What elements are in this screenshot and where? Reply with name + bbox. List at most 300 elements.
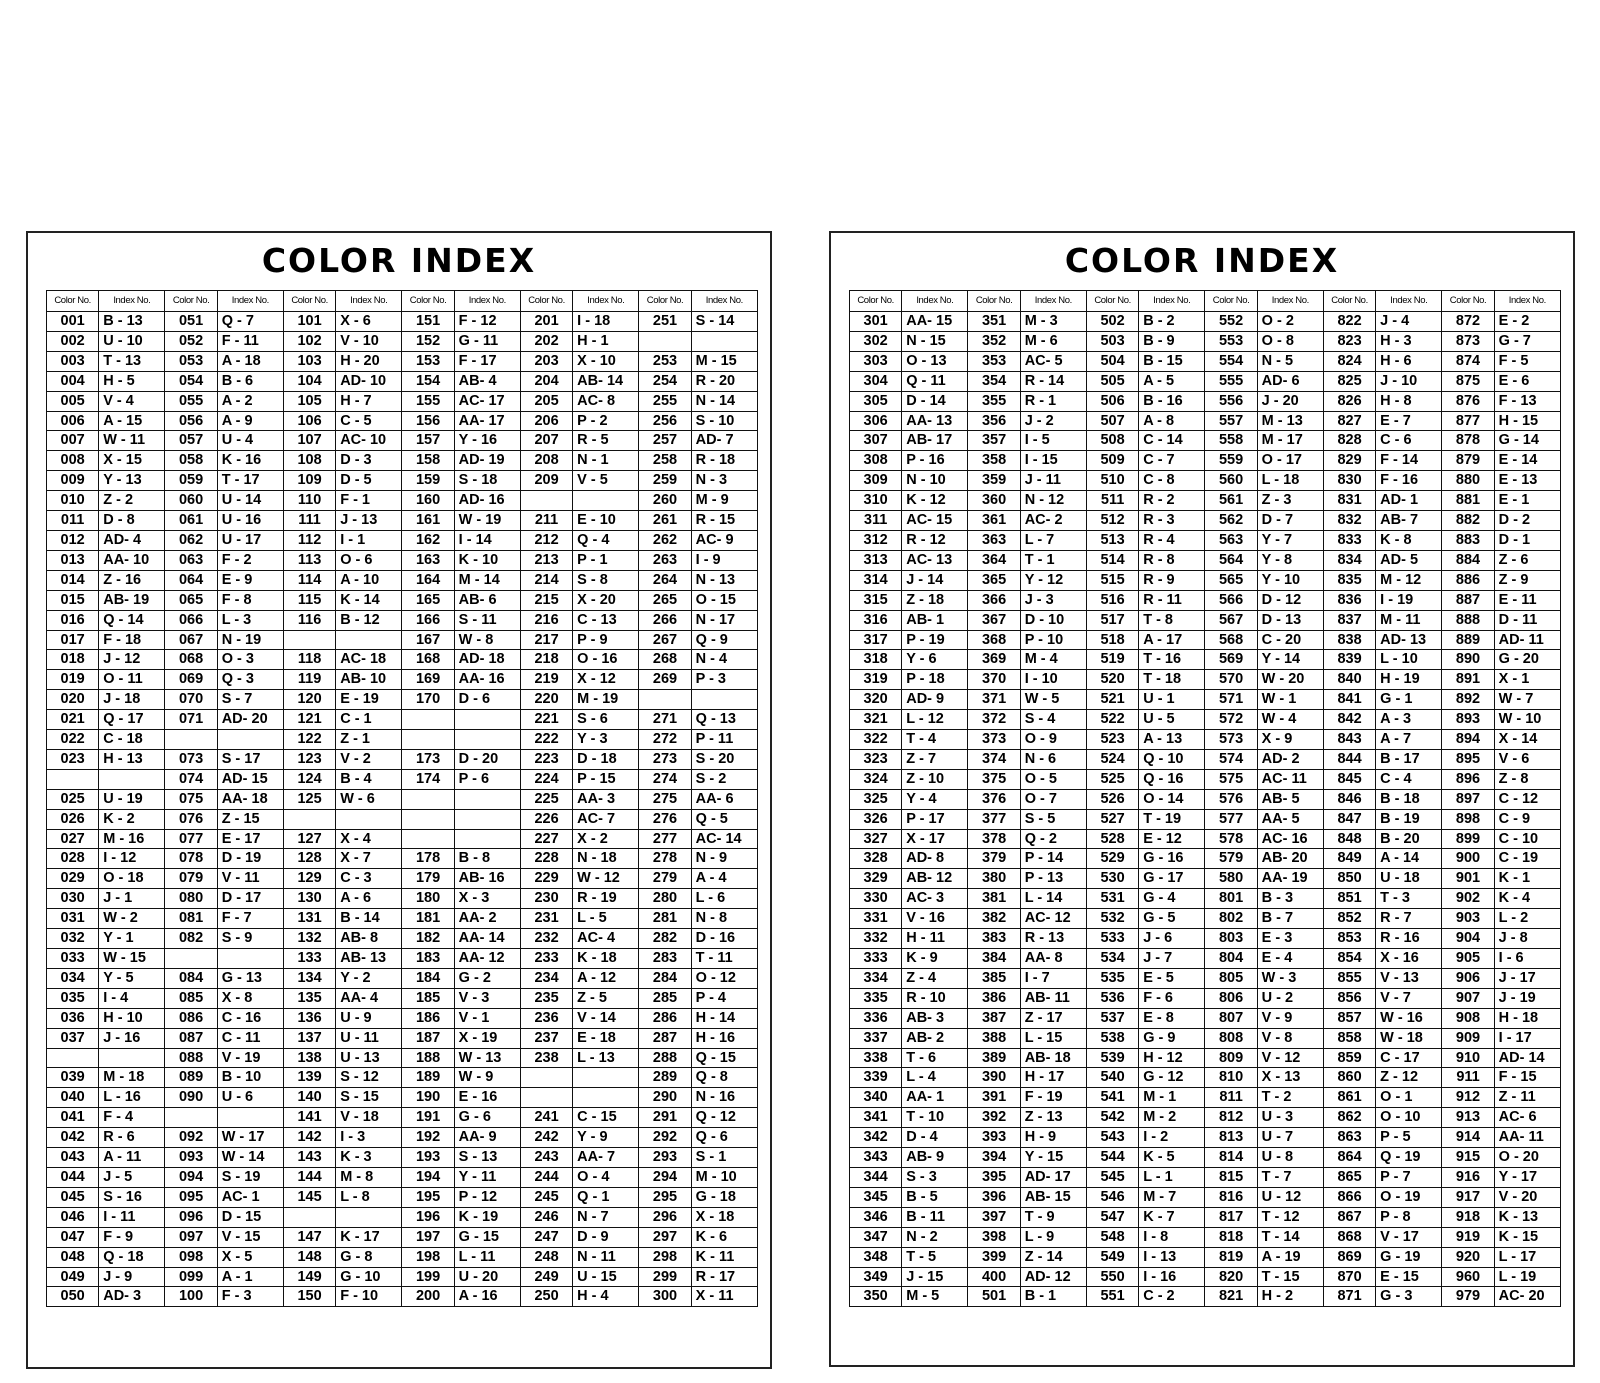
- color-no-cell: 230: [520, 889, 572, 909]
- color-no-cell: 563: [1205, 530, 1257, 550]
- index-no-cell: L - 16: [99, 1088, 165, 1108]
- index-no-cell: B - 2: [1139, 312, 1205, 332]
- index-no-cell: H - 3: [1376, 331, 1442, 351]
- index-no-cell: I - 1: [336, 530, 402, 550]
- color-no-cell: 142: [283, 1128, 335, 1148]
- color-no-cell: 894: [1442, 730, 1494, 750]
- index-no-cell: AD- 8: [902, 849, 968, 869]
- color-no-cell: 055: [165, 391, 217, 411]
- color-no-cell: 023: [47, 749, 99, 769]
- index-no-cell: W - 7: [1494, 690, 1560, 710]
- index-no-cell: AD- 16: [454, 491, 520, 511]
- color-no-cell: 105: [283, 391, 335, 411]
- index-no-cell: E - 12: [1139, 829, 1205, 849]
- index-no-cell: J - 3: [1020, 590, 1086, 610]
- color-no-cell: 269: [639, 670, 691, 690]
- color-no-cell: 829: [1323, 451, 1375, 471]
- index-no-cell: Y - 4: [902, 789, 968, 809]
- index-no-cell: Z - 18: [902, 590, 968, 610]
- index-no-cell: Z - 5: [573, 988, 639, 1008]
- color-no-cell: 011: [47, 511, 99, 531]
- color-no-cell: 294: [639, 1167, 691, 1187]
- table-row: [850, 610, 1561, 630]
- table-row: [47, 1028, 758, 1048]
- index-no-cell: O - 3: [217, 650, 283, 670]
- color-no-cell: 383: [968, 929, 1020, 949]
- color-no-cell: 393: [968, 1128, 1020, 1148]
- color-no-cell: 535: [1086, 968, 1138, 988]
- index-no-cell: P - 10: [1020, 630, 1086, 650]
- index-no-cell: G - 1: [1376, 690, 1442, 710]
- index-no-cell: [691, 331, 757, 351]
- table-row: [47, 431, 758, 451]
- color-no-cell: 184: [402, 968, 454, 988]
- index-no-cell: A - 14: [1376, 849, 1442, 869]
- index-no-cell: T - 4: [902, 730, 968, 750]
- color-no-cell: 234: [520, 968, 572, 988]
- color-no-cell: 014: [47, 570, 99, 590]
- color-no-cell: 244: [520, 1167, 572, 1187]
- index-no-cell: Q - 7: [217, 312, 283, 332]
- color-no-cell: 155: [402, 391, 454, 411]
- index-no-cell: W - 12: [573, 869, 639, 889]
- index-no-cell: T - 16: [1139, 650, 1205, 670]
- index-no-cell: A - 15: [99, 411, 165, 431]
- index-no-cell: P - 4: [691, 988, 757, 1008]
- color-no-cell: 036: [47, 1008, 99, 1028]
- color-no-cell: 292: [639, 1128, 691, 1148]
- color-no-cell: 909: [1442, 1028, 1494, 1048]
- color-no-cell: 123: [283, 749, 335, 769]
- color-no-cell: 136: [283, 1008, 335, 1028]
- color-no-cell: 069: [165, 670, 217, 690]
- color-no-cell: 331: [850, 909, 902, 929]
- table-row: [47, 849, 758, 869]
- color-no-cell: 307: [850, 431, 902, 451]
- index-no-cell: I - 9: [691, 550, 757, 570]
- color-no-cell: 287: [639, 1028, 691, 1048]
- color-no-cell: 801: [1205, 889, 1257, 909]
- index-no-cell: P - 5: [1376, 1128, 1442, 1148]
- index-no-cell: W - 13: [454, 1048, 520, 1068]
- index-no-cell: K - 1: [1494, 869, 1560, 889]
- color-no-cell: 509: [1086, 451, 1138, 471]
- index-no-cell: Q - 5: [691, 809, 757, 829]
- color-no-cell: 232: [520, 929, 572, 949]
- color-no-cell: 313: [850, 550, 902, 570]
- index-no-cell: R - 19: [573, 889, 639, 909]
- color-no-cell: 103: [283, 351, 335, 371]
- index-no-cell: G - 7: [1494, 331, 1560, 351]
- color-no-cell: 900: [1442, 849, 1494, 869]
- index-no-cell: Q - 9: [691, 630, 757, 650]
- index-no-cell: M - 6: [1020, 331, 1086, 351]
- color-no-cell: 854: [1323, 949, 1375, 969]
- index-no-cell: N - 16: [691, 1088, 757, 1108]
- color-no-cell: 282: [639, 929, 691, 949]
- color-no-cell: 289: [639, 1068, 691, 1088]
- index-no-cell: E - 6: [1494, 371, 1560, 391]
- index-no-cell: B - 7: [1257, 909, 1323, 929]
- index-no-cell: D - 20: [454, 749, 520, 769]
- index-no-cell: X - 9: [1257, 730, 1323, 750]
- color-no-cell: 849: [1323, 849, 1375, 869]
- color-no-cell: [639, 331, 691, 351]
- table-row: [850, 690, 1561, 710]
- color-no-cell: 920: [1442, 1247, 1494, 1267]
- color-no-cell: 914: [1442, 1128, 1494, 1148]
- color-no-cell: 065: [165, 590, 217, 610]
- color-no-cell: 819: [1205, 1247, 1257, 1267]
- color-no-cell: 153: [402, 351, 454, 371]
- color-no-cell: 309: [850, 471, 902, 491]
- color-no-cell: 139: [283, 1068, 335, 1088]
- index-no-cell: F - 10: [336, 1287, 402, 1307]
- index-no-cell: D - 11: [1494, 610, 1560, 630]
- index-no-cell: V - 19: [217, 1048, 283, 1068]
- index-no-cell: A - 11: [99, 1148, 165, 1168]
- index-no-cell: AA- 2: [454, 909, 520, 929]
- index-no-cell: E - 16: [454, 1088, 520, 1108]
- index-no-cell: I - 13: [1139, 1247, 1205, 1267]
- index-no-cell: AA- 17: [454, 411, 520, 431]
- index-no-cell: AC- 7: [573, 809, 639, 829]
- index-no-cell: M - 4: [1020, 650, 1086, 670]
- color-no-cell: 207: [520, 431, 572, 451]
- color-no-cell: 381: [968, 889, 1020, 909]
- color-no-cell: 159: [402, 471, 454, 491]
- index-no-cell: Z - 10: [902, 769, 968, 789]
- color-no-cell: 916: [1442, 1167, 1494, 1187]
- color-no-cell: 223: [520, 749, 572, 769]
- index-no-cell: E - 10: [573, 511, 639, 531]
- color-no-cell: 824: [1323, 351, 1375, 371]
- table-row: [47, 511, 758, 531]
- color-no-cell: 877: [1442, 411, 1494, 431]
- index-no-cell: T - 18: [1139, 670, 1205, 690]
- index-no-cell: AC- 16: [1257, 829, 1323, 849]
- color-no-cell: 128: [283, 849, 335, 869]
- color-no-cell: 879: [1442, 451, 1494, 471]
- color-no-cell: 839: [1323, 650, 1375, 670]
- index-no-cell: K - 12: [902, 491, 968, 511]
- color-no-cell: 895: [1442, 749, 1494, 769]
- color-no-cell: 580: [1205, 869, 1257, 889]
- index-no-cell: [217, 730, 283, 750]
- index-no-cell: B - 19: [1376, 809, 1442, 829]
- table-row: [850, 889, 1561, 909]
- index-no-cell: S - 1: [691, 1148, 757, 1168]
- index-no-cell: AD- 12: [1020, 1267, 1086, 1287]
- index-no-cell: Z - 6: [1494, 550, 1560, 570]
- index-no-cell: T - 19: [1139, 809, 1205, 829]
- index-no-cell: C - 14: [1139, 431, 1205, 451]
- index-no-cell: B - 18: [1376, 789, 1442, 809]
- color-no-cell: [165, 949, 217, 969]
- index-no-cell: AA- 10: [99, 550, 165, 570]
- index-no-cell: L - 12: [902, 710, 968, 730]
- index-no-cell: M - 15: [691, 351, 757, 371]
- color-no-cell: 536: [1086, 988, 1138, 1008]
- table-row: [850, 1167, 1561, 1187]
- color-no-cell: 320: [850, 690, 902, 710]
- color-no-cell: 104: [283, 371, 335, 391]
- table-row: [47, 351, 758, 371]
- index-no-cell: J - 7: [1139, 949, 1205, 969]
- index-no-cell: C - 20: [1257, 630, 1323, 650]
- color-no-cell: 353: [968, 351, 1020, 371]
- color-no-cell: 537: [1086, 1008, 1138, 1028]
- index-no-cell: B - 15: [1139, 351, 1205, 371]
- index-no-cell: O - 14: [1139, 789, 1205, 809]
- color-no-cell: 218: [520, 650, 572, 670]
- color-no-cell: 008: [47, 451, 99, 471]
- color-no-cell: 355: [968, 391, 1020, 411]
- color-no-cell: 843: [1323, 730, 1375, 750]
- color-no-cell: 012: [47, 530, 99, 550]
- color-no-cell: 278: [639, 849, 691, 869]
- index-no-cell: L - 10: [1376, 650, 1442, 670]
- index-no-cell: U - 9: [336, 1008, 402, 1028]
- color-no-cell: 273: [639, 749, 691, 769]
- index-no-cell: P - 2: [573, 411, 639, 431]
- color-no-cell: 112: [283, 530, 335, 550]
- color-no-cell: 095: [165, 1187, 217, 1207]
- index-no-cell: U - 6: [217, 1088, 283, 1108]
- color-no-cell: 844: [1323, 749, 1375, 769]
- index-no-cell: Y - 6: [902, 650, 968, 670]
- index-no-cell: E - 4: [1257, 949, 1323, 969]
- color-no-cell: 804: [1205, 949, 1257, 969]
- color-no-cell: 866: [1323, 1187, 1375, 1207]
- color-no-cell: 227: [520, 829, 572, 849]
- index-no-cell: I - 7: [1020, 968, 1086, 988]
- color-no-cell: 195: [402, 1187, 454, 1207]
- index-no-cell: B - 10: [217, 1068, 283, 1088]
- index-no-cell: AC- 2: [1020, 511, 1086, 531]
- color-no-cell: 806: [1205, 988, 1257, 1008]
- index-no-cell: H - 7: [336, 391, 402, 411]
- color-no-cell: 114: [283, 570, 335, 590]
- index-no-cell: X - 3: [454, 889, 520, 909]
- index-no-cell: Q - 4: [573, 530, 639, 550]
- color-no-cell: 881: [1442, 491, 1494, 511]
- color-no-cell: 316: [850, 610, 902, 630]
- color-no-cell: 578: [1205, 829, 1257, 849]
- index-no-cell: V - 15: [217, 1227, 283, 1247]
- color-no-cell: 276: [639, 809, 691, 829]
- index-no-cell: AB- 18: [1020, 1048, 1086, 1068]
- color-no-cell: 190: [402, 1088, 454, 1108]
- index-no-cell: J - 16: [99, 1028, 165, 1048]
- index-no-cell: V - 8: [1257, 1028, 1323, 1048]
- color-no-cell: 013: [47, 550, 99, 570]
- index-no-cell: H - 18: [1494, 1008, 1560, 1028]
- index-no-cell: H - 19: [1376, 670, 1442, 690]
- index-no-cell: H - 13: [99, 749, 165, 769]
- index-no-cell: O - 6: [336, 550, 402, 570]
- color-no-cell: 019: [47, 670, 99, 690]
- table-row: [47, 988, 758, 1008]
- color-no-cell: 549: [1086, 1247, 1138, 1267]
- index-no-cell: F - 17: [454, 351, 520, 371]
- color-no-cell: 905: [1442, 949, 1494, 969]
- table-row: [850, 371, 1561, 391]
- index-no-cell: AA- 4: [336, 988, 402, 1008]
- color-no-cell: 035: [47, 988, 99, 1008]
- color-no-cell: 835: [1323, 570, 1375, 590]
- color-index-sheet-right: [829, 231, 1575, 1367]
- color-no-cell: 147: [283, 1227, 335, 1247]
- index-no-cell: AB- 10: [336, 670, 402, 690]
- index-no-cell: U - 20: [454, 1267, 520, 1287]
- index-no-cell: F - 7: [217, 909, 283, 929]
- color-no-cell: 526: [1086, 789, 1138, 809]
- index-no-cell: N - 13: [691, 570, 757, 590]
- index-no-cell: I - 11: [99, 1207, 165, 1227]
- color-no-cell: 150: [283, 1287, 335, 1307]
- color-no-cell: 803: [1205, 929, 1257, 949]
- index-no-cell: T - 15: [1257, 1267, 1323, 1287]
- index-no-cell: O - 20: [1494, 1148, 1560, 1168]
- index-no-cell: T - 10: [902, 1108, 968, 1128]
- color-no-cell: 872: [1442, 312, 1494, 332]
- color-no-cell: 890: [1442, 650, 1494, 670]
- color-no-cell: 245: [520, 1187, 572, 1207]
- table-row: [850, 829, 1561, 849]
- index-no-cell: D - 9: [573, 1227, 639, 1247]
- color-no-cell: 506: [1086, 391, 1138, 411]
- color-no-cell: 268: [639, 650, 691, 670]
- index-no-cell: Y - 3: [573, 730, 639, 750]
- index-no-cell: M - 2: [1139, 1108, 1205, 1128]
- color-no-cell: 250: [520, 1287, 572, 1307]
- index-no-cell: O - 5: [1020, 769, 1086, 789]
- index-no-cell: E - 7: [1376, 411, 1442, 431]
- color-no-cell: 370: [968, 670, 1020, 690]
- color-no-cell: 097: [165, 1227, 217, 1247]
- color-no-cell: 548: [1086, 1227, 1138, 1247]
- index-no-cell: D - 16: [691, 929, 757, 949]
- color-no-cell: 113: [283, 550, 335, 570]
- index-no-cell: T - 3: [1376, 889, 1442, 909]
- index-no-cell: W - 19: [454, 511, 520, 531]
- index-no-cell: AA- 7: [573, 1148, 639, 1168]
- index-no-cell: AA- 15: [902, 312, 968, 332]
- index-no-cell: N - 9: [691, 849, 757, 869]
- color-no-cell: [402, 730, 454, 750]
- table-header-row: [47, 291, 758, 312]
- index-no-cell: Y - 5: [99, 968, 165, 988]
- index-no-cell: T - 1: [1020, 550, 1086, 570]
- table-row: [47, 1108, 758, 1128]
- index-no-cell: E - 18: [573, 1028, 639, 1048]
- color-no-cell: 185: [402, 988, 454, 1008]
- color-no-cell: 057: [165, 431, 217, 451]
- color-no-cell: 502: [1086, 312, 1138, 332]
- index-no-cell: I - 19: [1376, 590, 1442, 610]
- color-no-cell: 080: [165, 889, 217, 909]
- color-no-cell: 326: [850, 809, 902, 829]
- table-row: [850, 968, 1561, 988]
- color-no-cell: 009: [47, 471, 99, 491]
- color-no-cell: 556: [1205, 391, 1257, 411]
- index-no-cell: N - 15: [902, 331, 968, 351]
- table-row: [850, 1187, 1561, 1207]
- index-no-header: Index No.: [691, 291, 757, 312]
- index-no-cell: Y - 9: [573, 1128, 639, 1148]
- index-no-cell: J - 5: [99, 1167, 165, 1187]
- color-no-cell: 569: [1205, 650, 1257, 670]
- color-no-cell: 833: [1323, 530, 1375, 550]
- index-no-cell: F - 3: [217, 1287, 283, 1307]
- index-no-cell: A - 10: [336, 570, 402, 590]
- index-no-cell: A - 8: [1139, 411, 1205, 431]
- color-no-cell: 222: [520, 730, 572, 750]
- index-no-cell: G - 15: [454, 1227, 520, 1247]
- index-no-cell: T - 6: [902, 1048, 968, 1068]
- index-no-cell: R - 17: [691, 1267, 757, 1287]
- color-no-cell: 157: [402, 431, 454, 451]
- index-no-cell: K - 5: [1139, 1148, 1205, 1168]
- color-no-cell: 056: [165, 411, 217, 431]
- color-no-cell: 173: [402, 749, 454, 769]
- table-row: [47, 530, 758, 550]
- color-no-cell: 555: [1205, 371, 1257, 391]
- color-no-cell: 329: [850, 869, 902, 889]
- color-no-cell: 312: [850, 530, 902, 550]
- index-no-cell: A - 18: [217, 351, 283, 371]
- index-no-cell: F - 2: [217, 550, 283, 570]
- color-no-cell: 823: [1323, 331, 1375, 351]
- index-no-cell: C - 6: [1376, 431, 1442, 451]
- color-no-cell: 118: [283, 650, 335, 670]
- color-no-cell: 523: [1086, 730, 1138, 750]
- index-no-header: Index No.: [1139, 291, 1205, 312]
- index-no-cell: H - 8: [1376, 391, 1442, 411]
- color-no-cell: 812: [1205, 1108, 1257, 1128]
- color-no-cell: 518: [1086, 630, 1138, 650]
- index-no-cell: AB- 5: [1257, 789, 1323, 809]
- table-row: [47, 769, 758, 789]
- color-no-cell: 138: [283, 1048, 335, 1068]
- index-no-cell: W - 15: [99, 949, 165, 969]
- color-no-cell: 248: [520, 1247, 572, 1267]
- index-no-cell: J - 4: [1376, 312, 1442, 332]
- index-no-cell: [454, 710, 520, 730]
- table-row: [47, 968, 758, 988]
- color-no-cell: 813: [1205, 1128, 1257, 1148]
- index-no-cell: O - 18: [99, 869, 165, 889]
- index-no-cell: S - 18: [454, 471, 520, 491]
- index-no-cell: J - 10: [1376, 371, 1442, 391]
- color-no-cell: 092: [165, 1128, 217, 1148]
- index-no-cell: M - 5: [902, 1287, 968, 1307]
- color-no-cell: 324: [850, 769, 902, 789]
- color-no-cell: 003: [47, 351, 99, 371]
- table-row: [47, 1227, 758, 1247]
- index-no-cell: AA- 8: [1020, 949, 1086, 969]
- table-row: [850, 1128, 1561, 1148]
- color-no-header: Color No.: [165, 291, 217, 312]
- index-no-cell: AC- 9: [691, 530, 757, 550]
- color-no-cell: 163: [402, 550, 454, 570]
- index-no-cell: N - 19: [217, 630, 283, 650]
- index-no-cell: I - 6: [1494, 949, 1560, 969]
- color-no-cell: 135: [283, 988, 335, 1008]
- table-row: [47, 809, 758, 829]
- index-no-cell: C - 8: [1139, 471, 1205, 491]
